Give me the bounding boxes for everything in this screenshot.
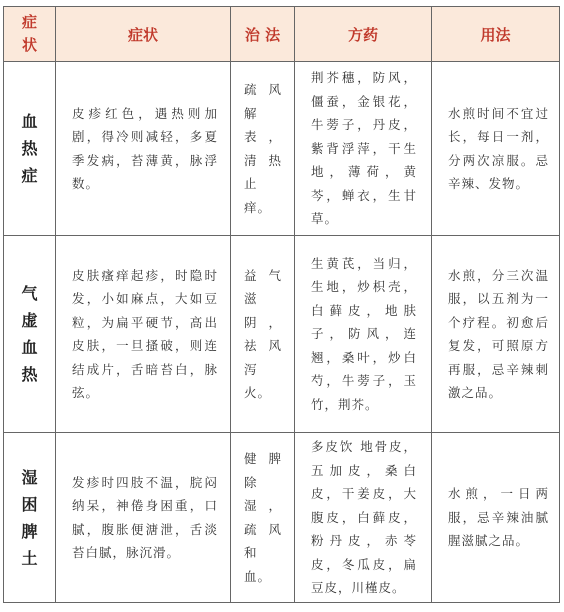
usage-cell: 水煎，一日两服，忌辛辣油腻腥滋腻之品。 <box>432 433 560 603</box>
prescription-cell: 生黄芪，当归，生地，炒枳壳，白藓皮，地肤子，防风，连翘，桑叶，炒白芍，牛蒡子，玉竹，荆芥。 <box>295 236 432 433</box>
syndrome-name-char: 热 <box>21 365 38 384</box>
treatment-cell: 益气滋阴，祛风泻火。 <box>231 236 295 433</box>
remedy-table <box>3 6 560 603</box>
syndrome-name-char: 热 <box>21 139 38 158</box>
syndrome-name <box>4 236 56 433</box>
header-prescription: 方药 <box>295 7 432 62</box>
header-usage: 用法 <box>432 7 560 62</box>
treatment-cell: 疏风解表，清热止痒。 <box>231 62 295 236</box>
header-syndrome-text: 症 状 <box>21 13 37 54</box>
prescription-cell: 荆芥穗，防风，僵蚕，金银花，牛蒡子，丹皮，紫背浮萍，干生地，薄荷，黄芩，蝉衣，生甘草。 <box>295 62 432 236</box>
syndrome-name-char: 虚 <box>21 311 38 330</box>
syndrome-name-char: 困 <box>21 494 38 514</box>
symptoms-cell: 皮肤瘙痒起疹，时隐时发，小如麻点，大如豆粒，为扁平硬节，高出皮肤，一旦搔破，则连结成片，舌暗苔白，脉弦。 <box>56 236 231 433</box>
prescription-cell: 多皮饮 地骨皮，五加皮，桑白皮，干姜皮，大腹皮，白藓皮，粉丹皮，赤苓皮，冬瓜皮，扁豆皮，川槿皮。 <box>295 433 432 603</box>
syndrome-name-char: 血 <box>21 338 38 357</box>
header-symptoms: 症状 <box>56 7 231 62</box>
table-row <box>4 236 560 433</box>
syndrome-name <box>4 62 56 236</box>
syndrome-name-char: 脾 <box>21 521 38 541</box>
syndrome-name-char: 湿 <box>21 467 38 487</box>
header-syndrome <box>4 7 56 62</box>
syndrome-name-char: 症 <box>21 166 38 185</box>
syndrome-name-char: 血 <box>21 112 38 131</box>
syndrome-name <box>4 433 56 603</box>
table-row <box>4 62 560 236</box>
syndrome-name-char: 土 <box>21 548 38 568</box>
usage-cell: 水煎时间不宜过长，每日一剂，分两次凉服。忌辛辣、发物。 <box>432 62 560 236</box>
treatment-cell: 健脾除湿，疏风和血。 <box>231 433 295 603</box>
table-row <box>4 433 560 603</box>
usage-cell: 水煎，分三次温服，以五剂为一个疗程。初愈后复发，可照原方再服，忌辛辣刺激之品。 <box>432 236 560 433</box>
header-treatment: 治 法 <box>231 7 295 62</box>
header-row <box>4 7 560 62</box>
syndrome-name-char: 气 <box>21 284 38 303</box>
symptoms-cell: 皮疹红色，遇热则加剧，得冷则减轻，多夏季发病，苔薄黄，脉浮数。 <box>56 62 231 236</box>
symptoms-cell: 发疹时四肢不温，脘闷纳呆，神倦身困重，口腻，腹胀便溏泄，舌淡苔白腻，脉沉滑。 <box>56 433 231 603</box>
